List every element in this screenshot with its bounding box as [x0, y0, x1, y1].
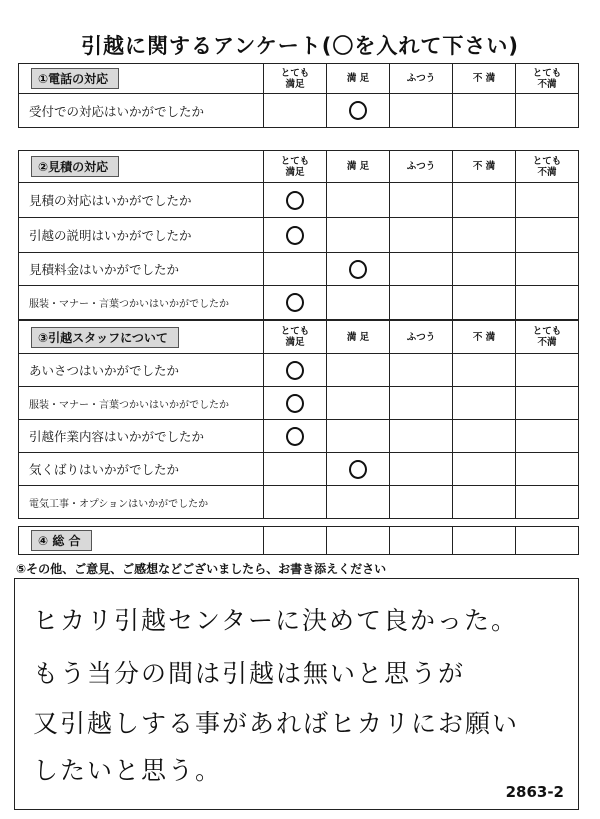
- rating-header-text: 満 足: [346, 73, 370, 84]
- selected-circle-mark: [286, 394, 304, 413]
- overall-rating-cell[interactable]: [327, 527, 390, 555]
- rating-header-text: とても: [532, 326, 562, 337]
- question-row: [19, 183, 579, 218]
- rating-header-text: 不満: [537, 166, 557, 178]
- rating-header-text: 満足: [285, 337, 305, 348]
- rating-header: [264, 151, 327, 183]
- rating-cell[interactable]: [516, 453, 579, 486]
- rating-header: [453, 321, 516, 354]
- rating-cell[interactable]: [264, 354, 327, 387]
- rating-cell[interactable]: [390, 253, 453, 286]
- rating-cell[interactable]: [516, 420, 579, 453]
- rating-cell[interactable]: [327, 218, 390, 253]
- overall-label-cell: [19, 527, 264, 555]
- rating-cell[interactable]: [453, 253, 516, 286]
- selected-circle-mark: [349, 101, 367, 120]
- rating-header: [264, 321, 327, 354]
- rating-header-text: とても: [532, 67, 562, 79]
- rating-header: [264, 64, 327, 94]
- rating-header: [453, 64, 516, 94]
- rating-cell[interactable]: [264, 286, 327, 320]
- page-title: 引越に関するアンケート(〇を入れて下さい): [81, 34, 519, 58]
- comments-prompt: ⑤その他、ご意見、ご感想などございましたら、お書き添えください: [16, 562, 387, 576]
- question-text: 見積料金はいかがでしたか: [19, 253, 264, 286]
- rating-cell[interactable]: [264, 387, 327, 420]
- section-header-cell: [19, 321, 264, 354]
- section-staff-table: [18, 320, 579, 519]
- rating-header: [453, 151, 516, 183]
- overall-rating-cell[interactable]: [516, 527, 579, 555]
- rating-cell[interactable]: [327, 486, 390, 519]
- rating-cell[interactable]: [264, 253, 327, 286]
- rating-header-text: とても: [532, 155, 562, 167]
- rating-header-text: 満足: [285, 166, 305, 178]
- rating-header-text: 不 満: [472, 161, 496, 172]
- rating-cell[interactable]: [390, 486, 453, 519]
- selected-circle-mark: [286, 226, 304, 245]
- section-header-cell: [19, 64, 264, 94]
- rating-cell[interactable]: [390, 420, 453, 453]
- question-text: 受付での対応はいかがでしたか: [19, 94, 264, 128]
- handwritten-line: 又引越しする事があればヒカリにお願い: [33, 709, 520, 738]
- rating-header-text: とても: [280, 326, 310, 337]
- question-row: [19, 420, 579, 453]
- section-header-cell: [19, 151, 264, 183]
- rating-header: [327, 64, 390, 94]
- rating-header: [390, 151, 453, 183]
- handwritten-line: もう当分の間は引越は無いと思うが: [33, 659, 466, 688]
- rating-cell[interactable]: [264, 420, 327, 453]
- question-row: [19, 286, 579, 320]
- rating-cell[interactable]: [264, 94, 327, 128]
- rating-cell[interactable]: [453, 183, 516, 218]
- question-text: あいさつはいかがでしたか: [19, 354, 264, 387]
- rating-cell[interactable]: [453, 453, 516, 486]
- rating-header-text: とても: [280, 67, 310, 79]
- rating-cell[interactable]: [516, 253, 579, 286]
- question-text: 引越の説明はいかがでしたか: [19, 218, 264, 253]
- rating-cell[interactable]: [327, 354, 390, 387]
- rating-cell[interactable]: [264, 218, 327, 253]
- rating-cell[interactable]: [516, 218, 579, 253]
- question-text: 服装・マナー・言葉つかいはいかがでしたか: [19, 286, 264, 320]
- rating-cell[interactable]: [516, 387, 579, 420]
- rating-header-text: ふつう: [406, 331, 436, 343]
- question-text: 引越作業内容はいかがでしたか: [19, 420, 264, 453]
- rating-cell[interactable]: [516, 183, 579, 218]
- rating-header-text: 不満: [537, 78, 557, 90]
- selected-circle-mark: [286, 427, 304, 446]
- rating-cell[interactable]: [390, 286, 453, 320]
- rating-header: [516, 64, 579, 94]
- question-row: [19, 253, 579, 286]
- rating-header: [516, 321, 579, 354]
- rating-cell[interactable]: [390, 387, 453, 420]
- rating-cell[interactable]: [327, 94, 390, 128]
- document-number: 2863-2: [505, 783, 564, 801]
- rating-cell[interactable]: [453, 420, 516, 453]
- handwritten-line: ヒカリ引越センターに決めて良かった。: [33, 606, 519, 635]
- rating-header: [327, 321, 390, 354]
- rating-cell[interactable]: [327, 453, 390, 486]
- rating-header-text: 不 満: [472, 331, 496, 343]
- selected-circle-mark: [349, 460, 367, 479]
- rating-header: [327, 151, 390, 183]
- rating-cell[interactable]: [516, 486, 579, 519]
- rating-cell[interactable]: [390, 354, 453, 387]
- rating-header: [390, 321, 453, 354]
- rating-cell[interactable]: [327, 183, 390, 218]
- section-overall-table: [18, 526, 579, 555]
- question-text: 気くばりはいかがでしたか: [19, 453, 264, 486]
- rating-cell[interactable]: [453, 354, 516, 387]
- selected-circle-mark: [286, 293, 304, 312]
- section-estimate-table: [18, 150, 579, 320]
- rating-cell[interactable]: [327, 286, 390, 320]
- section-phone-table: [18, 63, 579, 128]
- comments-box[interactable]: [14, 578, 579, 810]
- selected-circle-mark: [286, 191, 304, 210]
- question-text: 見積の対応はいかがでしたか: [19, 183, 264, 218]
- rating-cell[interactable]: [327, 420, 390, 453]
- rating-cell[interactable]: [264, 486, 327, 519]
- rating-cell[interactable]: [453, 486, 516, 519]
- rating-cell[interactable]: [390, 453, 453, 486]
- rating-cell[interactable]: [264, 453, 327, 486]
- question-row: [19, 453, 579, 486]
- section-label-estimate: ②見積の対応: [31, 156, 119, 177]
- rating-cell[interactable]: [390, 183, 453, 218]
- selected-circle-mark: [286, 361, 304, 380]
- rating-header: [516, 151, 579, 183]
- rating-header-text: ふつう: [406, 73, 436, 84]
- rating-cell[interactable]: [390, 94, 453, 128]
- handwritten-line: したいと思う。: [33, 756, 223, 785]
- rating-cell[interactable]: [264, 183, 327, 218]
- rating-header-text: 不満: [537, 337, 557, 348]
- rating-cell[interactable]: [516, 286, 579, 320]
- rating-header-text: 満 足: [346, 331, 370, 343]
- rating-header: [390, 64, 453, 94]
- section-label-overall: ④ 総 合: [31, 530, 92, 551]
- rating-cell[interactable]: [453, 286, 516, 320]
- rating-cell[interactable]: [390, 218, 453, 253]
- rating-cell[interactable]: [516, 354, 579, 387]
- rating-header-text: 満足: [285, 78, 305, 90]
- question-text: 電気工事・オプションはいかがでしたか: [19, 486, 264, 519]
- overall-rating-cell[interactable]: [453, 527, 516, 555]
- section-label-phone: ①電話の対応: [31, 68, 119, 89]
- rating-cell[interactable]: [327, 253, 390, 286]
- rating-cell[interactable]: [516, 94, 579, 128]
- rating-cell[interactable]: [453, 94, 516, 128]
- question-row: [19, 354, 579, 387]
- question-row: [19, 218, 579, 253]
- selected-circle-mark: [349, 260, 367, 279]
- overall-rating-cell[interactable]: [390, 527, 453, 555]
- rating-header-text: とても: [280, 155, 310, 167]
- rating-cell[interactable]: [453, 218, 516, 253]
- question-row: [19, 94, 579, 128]
- section-label-staff: ③引越スタッフについて: [31, 327, 179, 348]
- rating-cell[interactable]: [327, 387, 390, 420]
- overall-rating-cell[interactable]: [264, 527, 327, 555]
- rating-header-text: ふつう: [406, 161, 436, 172]
- rating-header-text: 不 満: [472, 73, 496, 84]
- rating-cell[interactable]: [453, 387, 516, 420]
- question-text: 服装・マナー・言葉つかいはいかがでしたか: [19, 387, 264, 420]
- question-row: [19, 387, 579, 420]
- question-row: [19, 486, 579, 519]
- rating-header-text: 満 足: [346, 161, 370, 172]
